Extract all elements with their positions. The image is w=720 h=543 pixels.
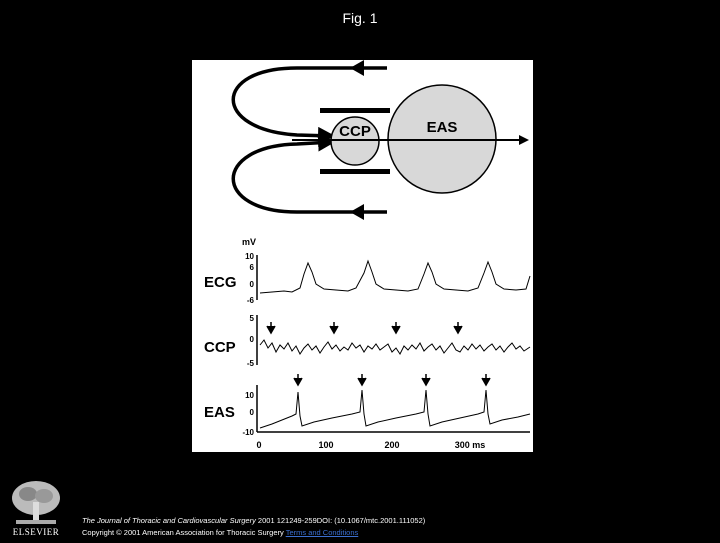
elsevier-tree-icon — [6, 478, 66, 538]
ecg-trace — [260, 261, 530, 293]
ccp-upper-bar — [320, 108, 390, 113]
traces-panel — [204, 237, 530, 450]
ccp-arrow-3 — [392, 322, 400, 333]
ccp-trace-label: CCP — [204, 339, 236, 356]
ccp-tick-minus5: -5 — [246, 359, 254, 368]
ccp-arrow-2 — [330, 322, 338, 333]
ccp-arrows — [267, 322, 462, 333]
ccp-label: CCP — [339, 123, 371, 140]
ccp-arrow-1 — [267, 322, 275, 333]
ecg-tick-10: 10 — [245, 252, 254, 261]
elsevier-logo — [6, 478, 66, 538]
time-tick-100: 100 — [318, 440, 334, 450]
figure-svg — [192, 60, 533, 452]
figure-title: Fig. 1 — [342, 10, 378, 26]
eas-trace-label: EAS — [204, 404, 235, 421]
ccp-arrow-4 — [454, 322, 462, 333]
ecg-tick-minus6: -6 — [246, 296, 254, 305]
copyright-line — [82, 527, 425, 539]
unit-label: mV — [242, 237, 257, 247]
ecg-tick-0: 0 — [249, 280, 254, 289]
ecg-tick-6: 6 — [249, 263, 254, 272]
eas-arrow-2 — [358, 374, 366, 385]
ecg-label: ECG — [204, 274, 237, 291]
eas-arrows — [294, 374, 490, 385]
eas-arrow-1 — [294, 374, 302, 385]
eas-arrow-3 — [422, 374, 430, 385]
eas-arrow-4 — [482, 374, 490, 385]
time-tick-200: 200 — [384, 440, 400, 450]
ccp-trace — [260, 340, 530, 354]
ccp-lower-bar — [320, 169, 390, 174]
figure-caption — [82, 515, 425, 539]
copyright-text: Copyright © 2001 American Association for Thoracic Surgery — [82, 528, 284, 537]
ccp-tick-0: 0 — [249, 335, 254, 344]
ccp-tick-5: 5 — [249, 314, 254, 323]
eas-trace — [260, 390, 530, 428]
eas-tick-minus10: -10 — [242, 428, 254, 437]
citation-line — [82, 515, 425, 527]
eas-tick-0: 0 — [249, 408, 254, 417]
schematic-diagram — [233, 60, 527, 220]
eas-tick-10: 10 — [245, 391, 254, 400]
journal-name: The Journal of Thoracic and Cardiovascular Surgery — [82, 516, 256, 525]
terms-link[interactable]: Terms and Conditions — [285, 528, 359, 537]
bottom-left-arrowhead — [350, 204, 364, 220]
time-tick-300: 300 ms — [454, 440, 486, 450]
publisher-wordmark: ELSEVIER — [12, 527, 60, 537]
eas-label: EAS — [426, 119, 458, 136]
top-left-arrowhead — [350, 60, 364, 76]
citation-text: 2001 121249-259DOI: (10.1067/mtc.2001.111052) — [255, 516, 426, 525]
figure-panel — [192, 60, 533, 452]
time-tick-0: 0 — [256, 440, 262, 450]
